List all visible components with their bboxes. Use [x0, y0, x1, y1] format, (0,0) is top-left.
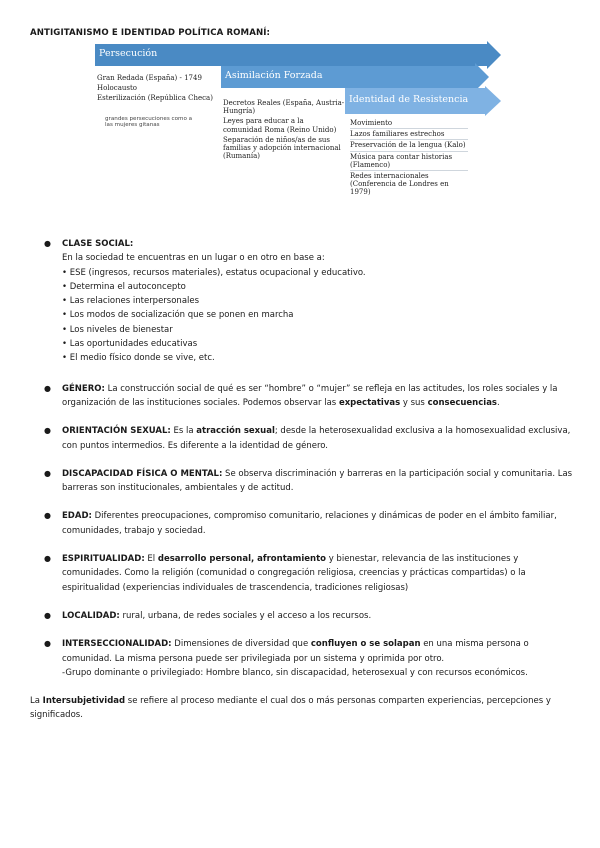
item-text: ; desde la heterosexualidad exclusiva a la homosexualidad exclusiva, con puntos intermedios. Es diferente a la identidad de género.	[62, 426, 571, 451]
item-text: En la sociedad te encuentras en un lugar o en otro en base a:	[62, 253, 325, 264]
bullet-icon: ●	[44, 239, 51, 248]
band-label-persecucion: Persecución	[99, 48, 158, 59]
resistencia-item: Lazos familiares estrechos	[350, 130, 468, 140]
asimilacion-item: Decretos Reales (España, Austria-Hungría)	[223, 99, 345, 116]
resistencia-item: Preservación de la lengua (Kalo)	[350, 141, 468, 151]
asimilacion-list	[223, 99, 345, 162]
bullet-icon: ●	[44, 639, 51, 649]
band-label-asimilacion: Asimilación Forzada	[225, 70, 323, 81]
item-text: El	[144, 554, 158, 565]
page-title: ANTIGITANISMO E IDENTIDAD POLÍTICA ROMANÍ:	[30, 28, 271, 38]
item-text: La construcción social de qué es ser “hombre” o “mujer” se refleja en las actitudes, los roles sociales y la organización de las instituciones sociales. Podemos observar las	[62, 383, 558, 408]
closing-text: se refiere al proceso mediante el cual dos o más personas comparten experiencias, percepciones y significados.	[30, 696, 551, 721]
bullet-icon: ●	[44, 554, 51, 564]
persecucion-item: Gran Redada (España) - 1749	[97, 74, 202, 82]
band-label-resistencia: Identidad de Resistencia	[349, 94, 469, 105]
item-text: Se observa discriminación y barreras en la participación social y comunitaria. Las barreras son institucionales, ambientales y de actitud.	[62, 468, 573, 494]
list-item-interseccionalidad	[30, 637, 575, 680]
list-item-discapacidad	[30, 467, 575, 496]
closing-text: La	[30, 696, 43, 707]
item-label: LOCALIDAD:	[62, 610, 120, 621]
resistencia-item: Música para contar historias (Flamenco)	[350, 153, 468, 171]
asimilacion-item: Leyes para educar a la comunidad Roma (Reino Unido)	[223, 117, 337, 134]
sub-item: • Los niveles de bienestar	[62, 324, 173, 335]
bullet-icon: ●	[44, 383, 51, 393]
item-label: CLASE SOCIAL:	[62, 239, 134, 249]
item-emphasis: consecuencias	[427, 397, 497, 408]
resistencia-list	[347, 116, 471, 199]
resistencia-item: Redes internacionales (Conferencia de Londres en 1979)	[350, 172, 449, 197]
band-persecucion	[95, 44, 499, 66]
item-text: y sus	[400, 397, 428, 408]
list-item-edad	[30, 509, 575, 538]
bullet-icon: ●	[44, 511, 51, 521]
list-item-clase-social	[30, 237, 575, 366]
list-item-genero	[30, 382, 575, 411]
persecucion-item: Esterilización (República Checa)	[97, 94, 213, 103]
item-text: Diferentes preocupaciones, compromiso comunitario, relaciones y dinámicas de poder en el ámbito familiar, comunidades, trabajo y sociedad.	[62, 511, 557, 536]
item-text: -Grupo dominante o privilegiado: Hombre blanco, sin discapacidad, heterosexual y con recursos económicos.	[62, 667, 528, 678]
sub-item: • Determina el autoconcepto	[62, 281, 186, 292]
item-label: ORIENTACIÓN SEXUAL:	[62, 426, 171, 437]
item-text: y bienestar, relevancia de las instituciones y comunidades. Como la religión (comunidad o congregación religiosa, creencias y prácticas compartidas) o la espiritualidad (experiencias individuales de trascendencia, tradiciones religiosas)	[62, 554, 526, 593]
item-emphasis: confluyen o se solapan	[310, 639, 421, 650]
item-text: .	[497, 397, 500, 408]
item-label: EDAD:	[62, 511, 92, 522]
persecucion-note: grandes persecuciones como a las mujeres gitanas	[105, 115, 193, 129]
item-emphasis: desarrollo personal, afrontamiento	[157, 554, 326, 565]
bullet-icon: ●	[44, 468, 51, 478]
item-text: Es la	[170, 426, 197, 437]
bullet-icon: ●	[44, 426, 51, 436]
item-label: DISCAPACIDAD FÍSICA O MENTAL:	[62, 468, 223, 479]
item-text: Dimensiones de diversidad que	[171, 639, 311, 650]
closing-paragraph	[30, 694, 575, 723]
sub-item: • Los modos de socialización que se ponen en marcha	[62, 310, 294, 321]
resistencia-item: Movimiento	[350, 119, 468, 129]
sub-item: • El medio físico donde se vive, etc.	[62, 353, 215, 364]
band-resistencia	[345, 88, 503, 114]
bullet-icon: ●	[44, 610, 51, 620]
timeline-diagram	[83, 44, 503, 220]
document-body	[30, 237, 575, 723]
item-emphasis: expectativas	[338, 397, 401, 408]
sub-item: • Las relaciones interpersonales	[62, 296, 200, 307]
list-item-orientacion	[30, 424, 575, 453]
asimilacion-item: Separación de niños/as de sus familias y adopción internacional (Rumanía)	[223, 135, 341, 161]
closing-emphasis: Intersubjetividad	[42, 696, 126, 707]
list-item-localidad	[30, 609, 575, 623]
persecucion-item: Holocausto	[97, 84, 137, 93]
item-text: en una misma persona o comunidad. La misma persona puede ser privilegiada por un sistema y oprimida por otro.	[62, 639, 529, 664]
sub-item: • Las oportunidades educativas	[62, 339, 198, 350]
sub-item: • ESE (ingresos, recursos materiales), estatus ocupacional y educativo.	[62, 267, 366, 278]
item-label: INTERSECCIONALIDAD:	[62, 639, 172, 650]
list-item-espiritualidad	[30, 552, 575, 595]
band-asimilacion	[221, 66, 499, 88]
item-text: rural, urbana, de redes sociales y el acceso a los recursos.	[119, 610, 372, 621]
item-emphasis: atracción sexual	[196, 426, 275, 437]
item-label: ESPIRITUALIDAD:	[62, 554, 145, 565]
item-label: GÉNERO:	[62, 383, 105, 394]
persecucion-list	[97, 74, 217, 130]
